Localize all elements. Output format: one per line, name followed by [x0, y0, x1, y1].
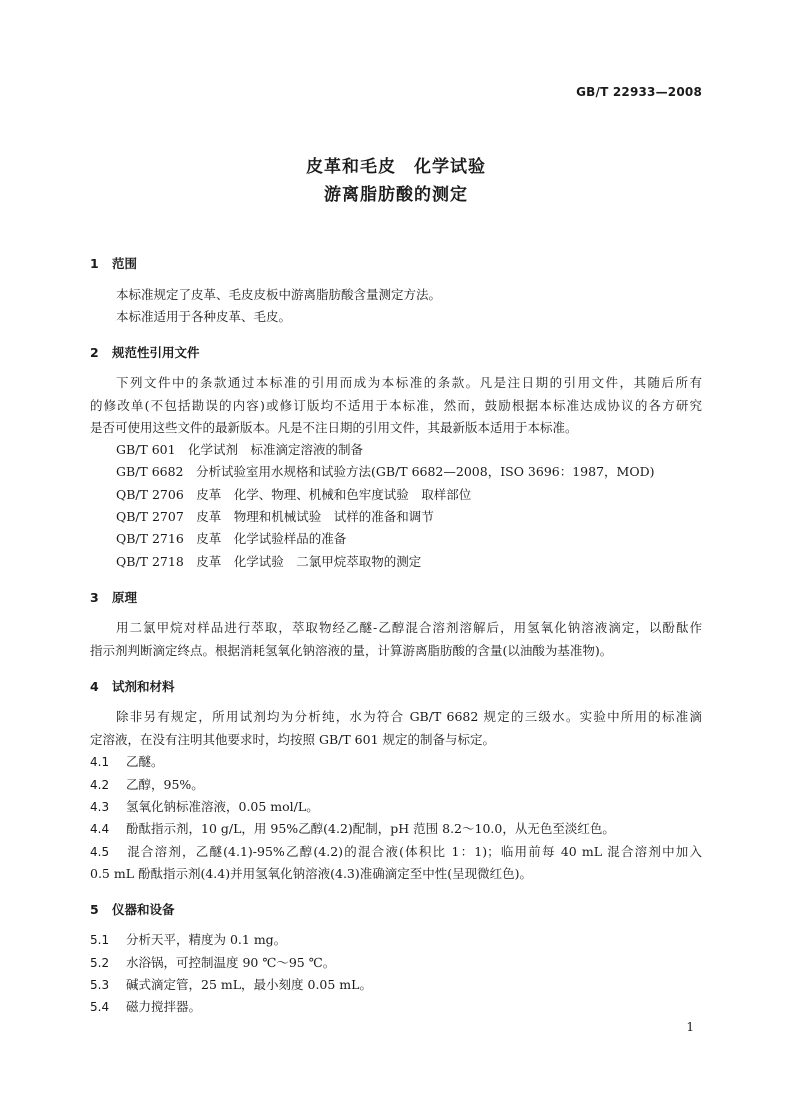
reference-item: QB/T 2707 皮革 物理和机械试验 试样的准备和调节 [116, 509, 434, 524]
section-number: 3 [90, 590, 99, 605]
paragraph: 定溶液，在没有注明其他要求时，均按照 GB/T 601 规定的制备与标定。 [90, 732, 495, 747]
list-item [90, 996, 702, 1019]
paragraph: 本标准规定了皮革、毛皮皮板中游离脂肪酸含量测定方法。 [116, 287, 442, 302]
section-title: 仪器和设备 [112, 902, 175, 917]
reference-item: GB/T 6682 分析试验室用水规格和试验方法(GB/T 6682—2008，ISO 3696：1987，MOD) [116, 464, 655, 479]
section-number: 5 [90, 902, 99, 917]
section-heading-principle [90, 588, 137, 606]
list-item-continuation: 0.5 mL 酚酞指示剂(4.4)并用氢氧化钠溶液(4.3)准确滴定至中性(呈现微红色)。 [90, 866, 532, 881]
item-text: 磁力搅拌器。 [126, 999, 202, 1014]
item-number: 4.3 [90, 800, 110, 814]
list-item [90, 841, 702, 864]
item-number: 4.1 [90, 755, 110, 769]
page-number: 1 [686, 1020, 694, 1034]
section-number: 2 [90, 345, 99, 360]
paragraph: 指示剂判断滴定终点。根据消耗氢氧化钠溶液的量，计算游离脂肪酸的含量(以油酸为基准物)。 [90, 643, 613, 658]
item-number: 4.2 [90, 778, 110, 792]
section-heading-scope [90, 254, 137, 272]
section-title: 原理 [112, 590, 138, 605]
list-item [90, 974, 702, 997]
document-title-line2: 游离脂肪酸的测定 [324, 185, 468, 205]
list-item [90, 774, 702, 797]
list-item [90, 929, 702, 952]
list-item [90, 751, 702, 774]
list-item [90, 952, 702, 975]
document-title-line1: 皮革和毛皮 化学试验 [306, 157, 486, 177]
section-heading-apparatus [90, 900, 175, 918]
reference-item: QB/T 2706 皮革 化学、物理、机械和色牢度试验 取样部位 [116, 487, 472, 502]
item-text: 混合溶剂，乙醚(4.1)-95%乙醇(4.2)的混合液(体积比 1：1)；临用前每 40 mL 混合溶剂中加入 [126, 844, 702, 859]
section-number: 4 [90, 679, 99, 694]
paragraph: 是否可使用这些文件的最新版本。凡是不注日期的引用文件，其最新版本适用于本标准。 [90, 420, 578, 435]
reference-item: GB/T 601 化学试剂 标准滴定溶液的制备 [116, 442, 364, 457]
item-number: 4.4 [90, 822, 110, 836]
list-item [90, 796, 702, 819]
item-text: 氢氧化钠标准溶液，0.05 mol/L。 [126, 799, 319, 814]
section-title: 规范性引用文件 [112, 345, 200, 360]
item-number: 5.4 [90, 1000, 110, 1014]
section-title: 试剂和材料 [112, 679, 175, 694]
paragraph: 除非另有规定，所用试剂均为分析纯，水为符合 GB/T 6682 规定的三级水。实验中所用的标准滴 [116, 709, 702, 724]
reference-item: QB/T 2716 皮革 化学试验样品的准备 [116, 531, 347, 546]
item-text: 酚酞指示剂，10 g/L，用 95%乙醇(4.2)配制，pH 范围 8.2～10.0，从无色至淡红色。 [126, 821, 615, 836]
item-number: 5.2 [90, 956, 110, 970]
paragraph: 本标准适用于各种皮革、毛皮。 [116, 309, 292, 324]
standard-code: GB/T 22933—2008 [576, 85, 702, 99]
section-number: 1 [90, 256, 99, 271]
item-text: 水浴锅，可控制温度 90 ℃～95 ℃。 [126, 955, 336, 970]
paragraph: 下列文件中的条款通过本标准的引用而成为本标准的条款。凡是注日期的引用文件，其随后所有 [116, 375, 702, 390]
list-item [90, 818, 702, 841]
item-number: 5.3 [90, 978, 110, 992]
item-number: 5.1 [90, 933, 110, 947]
paragraph: 的修改单(不包括勘误的内容)或修订版均不适用于本标准，然而，鼓励根据本标准达成协议的各方研究 [90, 398, 702, 413]
section-heading-normative-references [90, 343, 200, 361]
item-number: 4.5 [90, 845, 110, 859]
paragraph: 用二氯甲烷对样品进行萃取，萃取物经乙醚-乙醇混合溶剂溶解后，用氢氧化钠溶液滴定，以酚酞作 [116, 620, 702, 635]
item-text: 乙醚。 [126, 754, 164, 769]
item-text: 分析天平，精度为 0.1 mg。 [126, 932, 287, 947]
section-heading-reagents [90, 677, 175, 695]
reference-item: QB/T 2718 皮革 化学试验 二氯甲烷萃取物的测定 [116, 554, 422, 569]
section-title: 范围 [112, 256, 138, 271]
item-text: 碱式滴定管，25 mL，最小刻度 0.05 mL。 [126, 977, 372, 992]
item-text: 乙醇，95%。 [126, 777, 204, 792]
